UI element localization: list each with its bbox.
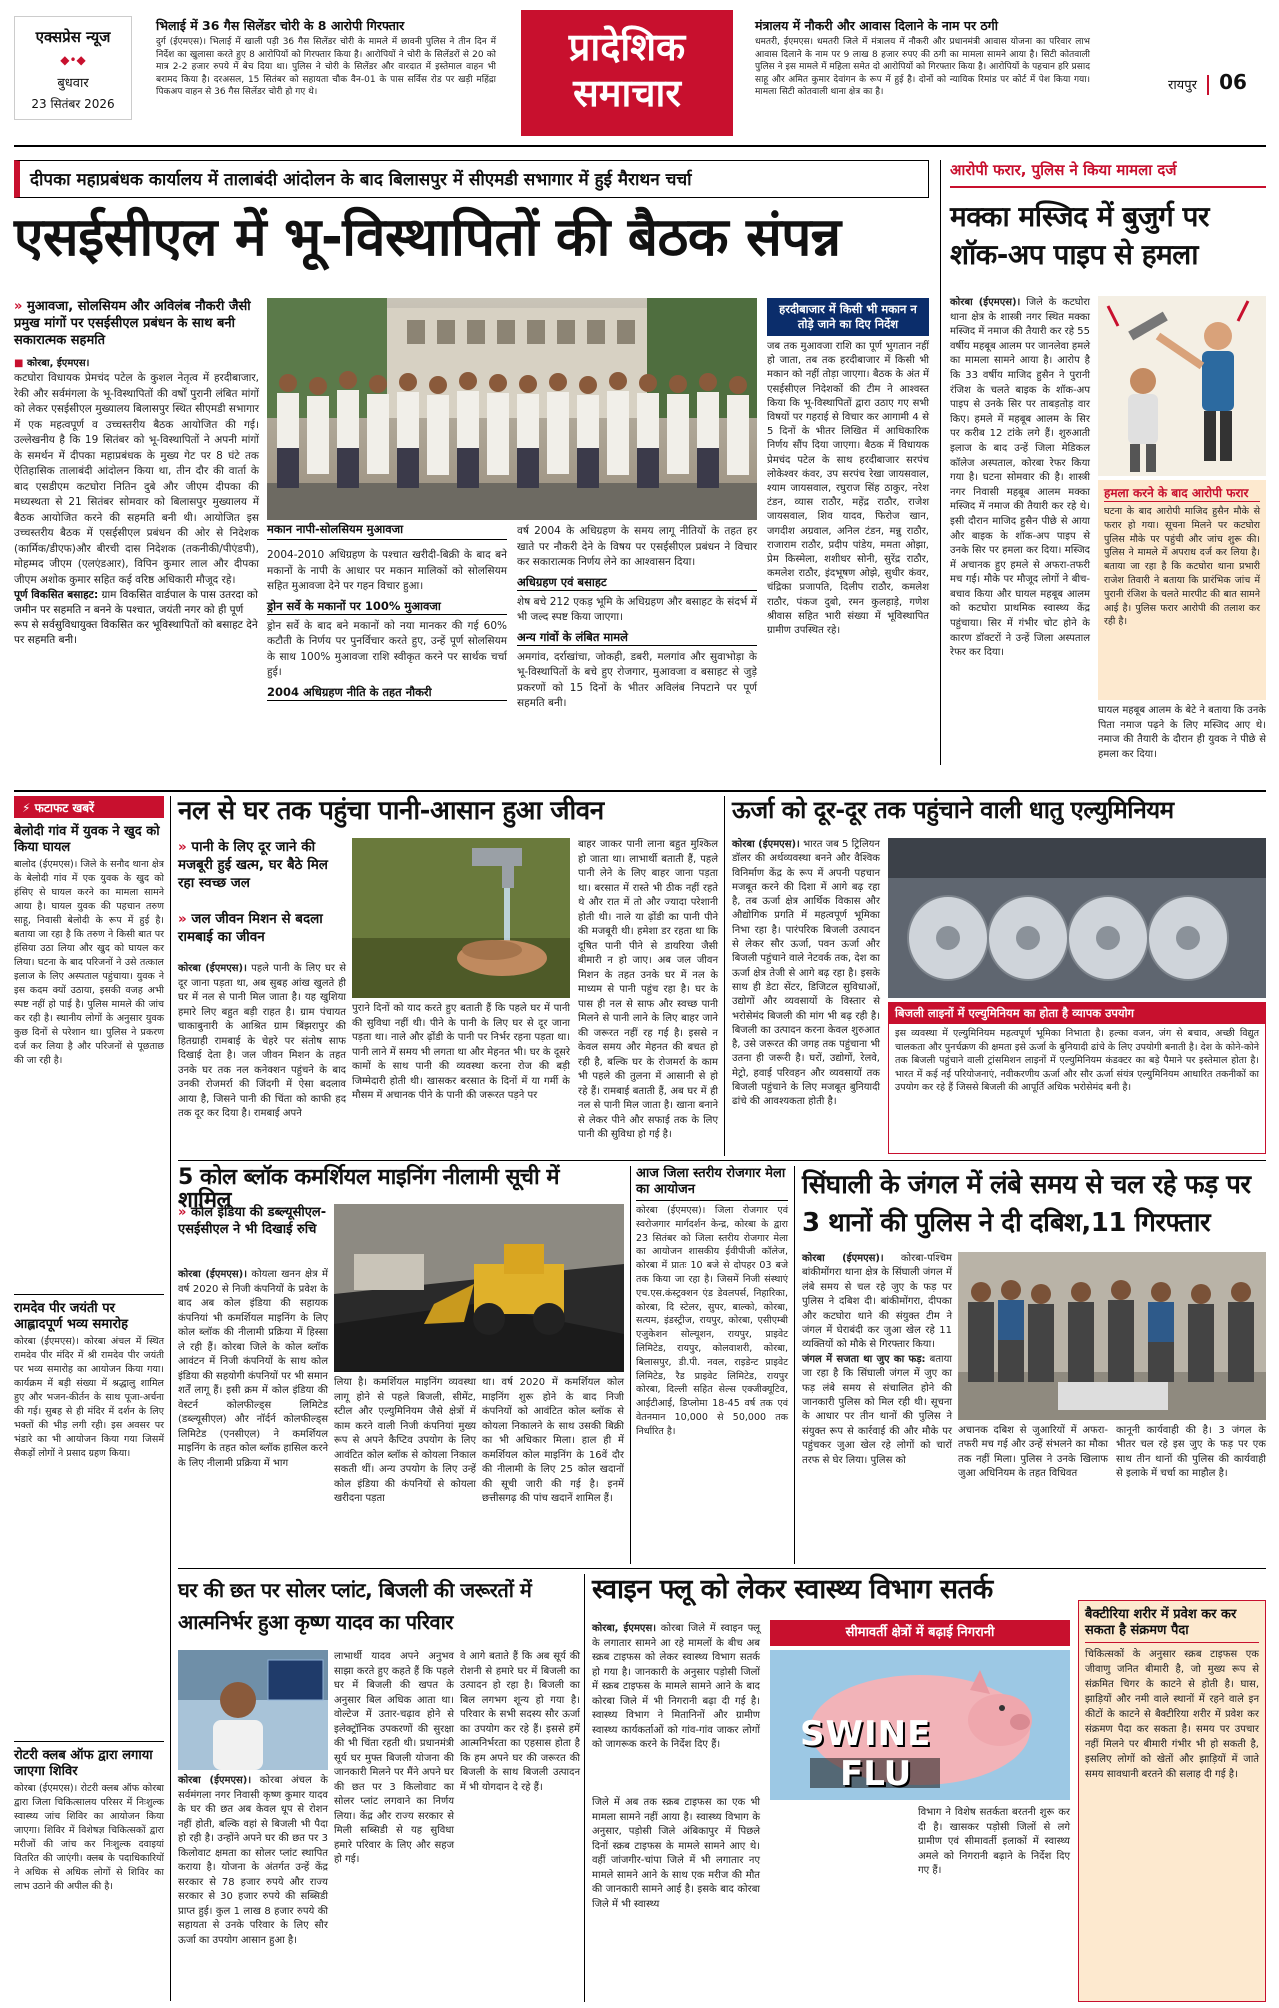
water-text-3: बाहर जाकर पानी लाना बहुत मुश्किल हो जाता था। लाभार्थी बताती हैं, पहले पानी लेने के लिए बाहर जाना पड़ता था। बरसात में रास्ते भी ठीक नहीं रहते थे और रात में तो और ज्यादा परेशानी होती थी। नाले या ढ़ोंडी का पानी पीने की मजबूरी थी। हमेशा डर रहता था कि दूषित पानी पीने से डायरिया जैसी बीमारी न हो जाए। अब जल जीवन मिशन के तहत उनके घर में नल के माध्यम से पानी पहुंच रहा है। घर के पास ही नल से साफ और स्वच्छ पानी मिलने से पानी लाने के लिए बाहर जाने की जरूरत नहीं रह गई है। इससे न केवल समय और मेहनत की बचत हो रही है, बल्कि घर के रोजमर्रा के काम भी पहले की तुलना में आसानी से हो रहे हैं। रामबाई बताती हैं, अब घर में ही नल से पानी मिल जाता है। खाना बनाने से लेकर पीने और सफाई तक के लिए पानी की सुविधा हो गई है। (578, 839, 718, 1140)
solar-text-3: वे आगे बताते हैं कि अब सूर्य की रोशनी से हमारे घर में बिजली का उत्पादन हो रहा है। बिजली का बिल लगभग शून्य हो गया है। परिवार के सभी सदस्य सौर ऊर्जा का उपयोग कर रहे हैं। इससे हमें आत्मनिर्भरता का एहसास होता है कि हम अपने घर की जरूरत की बिजली के साथ बिजली उत्पादन में भी योगदान दे रहे हैं। (460, 1651, 580, 1793)
section-title-line2: समाचार (573, 71, 681, 115)
coal-headline: 5 कोल ब्लॉक कमर्शियल माइनिंग नीलामी सूची में शामिल (178, 1165, 559, 1214)
sindhali-text-2: जंगल में सजता था जुए का फड़: बताया जा रहा है कि सिंघाली जंगल में जुए का फड़ लंबे समय से संचालित होने की जानकारी पुलिस को मिल रही थी। सूचना के आधार पर तीन थानों की पुलिस ने संयुक्त रूप से कार्रवाई की और मौके पर पहुंचकर जुआ खेल रहे लोगों को चारों तरफ से घेर लिया। पुलिस को (802, 1353, 952, 1466)
solar-man-photo (178, 1650, 328, 1770)
swine-side-title: बैक्टीरिया शरीर में प्रवेश कर कर सकता है संक्रमण पैदा (1085, 1607, 1259, 1643)
water-headline: नल से घर तक पहुंचा पानी-आसान हुआ जीवन (178, 796, 604, 826)
water-deck-1 (178, 838, 346, 902)
brief-left-title: भिलाई में 36 गैस सिलेंडर चोरी के 8 आरोपी गिरफ्तार (156, 18, 405, 33)
masjid-col2 (1098, 704, 1266, 786)
lead-dateline: ■ कोरबा, ईएमएस। (14, 358, 90, 369)
lead-col1-text: कटघोरा विधायक प्रेमचंद पटेल के कुशल नेतृत्व में हरदीबाजार, रेकी और सर्वमंगला के भू-विस्थापितों की वर्षों पुरानी लंबित मांगों को लेकर एसईसीएल मुख्यालय बिलासपुर स्थित सीएमडी सभागार में एक महत्वपूर्ण व उच्चस्तरीय बैठक आयोजित की गई। उल्लेखनीय है कि 19 सितंबर को भू-विस्थापितों ने अपनी मांगों के समर्थन में दीपका महाप्रबंधक के मुख्य गेट पर 8 घंटे तक ऐतिहासिक तालाबंदी आंदोलन किया था, तीन दौर की वार्ता के बाद एसडीएम कटघोरा नितिन दुबे और जीएम दीपका की मध्यस्थता से 21 सितंबर सोमवार को बिलासपुर मुख्यालय में बैठक आयोजित करने की सहमति बनी थी। आयोजित इस उच्चस्तरीय बैठक में एसईसीएल प्रबंधन की ओर से निदेशक (कार्मिक/डीएफ)और बीरची दास निदेशक (तकनीकी/पीएंडपी), मोहम्मद जीएम (एलएंडआर), विपिन कुमार लाल और दीपका जीएम अशोक कुमार सहित कई वरिष्ठ अधिकारी मौजूद रहे। (14, 372, 259, 586)
swine-banner-text: सीमावर्ती क्षेत्रों में बढ़ाई निगरानी (845, 1625, 995, 1640)
aluminium-text: कोरबा (ईएमएस)। भारत जब 5 ट्रिलियन डॉलर की अर्थव्यवस्था बनने और वैश्विक विनिर्माण केंद्र के रूप में अपनी पहचान मजबूत करने की दिशा में आगे बढ़ रहा है, तब ऊर्जा क्षेत्र आर्थिक विकास और औद्योगिक प्रगति में महत्वपूर्ण भूमिका निभा रहा है। पारंपरिक बिजली उत्पादन से लेकर सौर ऊर्जा, पवन ऊर्जा और बिजली पहुंचाने वाले नेटवर्क तक, देश का ऊर्जा क्षेत्र तेजी से आगे बढ़ रहा है। इसके साथ ही डेटा सेंटर, डिजिटल सुविधाओं, उद्योगों और व्यवसायों के विस्तार से भरोसेमंद बिजली की मांग भी बढ़ रही है। बिजली का उत्पादन करना केवल शुरुआत है, उसे जरूरत की जगह तक पहुंचाना भी उतना ही जरूरी है। घरों, उद्योगों, रेलवे, मेट्रो, हवाई परिवहन और व्यवसायों तक बिजली पहुंचाने के लिए मजबूत बुनियादी ढांचे की आवश्यकता होती है। (732, 839, 880, 1108)
lead-right-rule (940, 160, 941, 765)
ornament-icon: ◆•◆ (60, 53, 86, 67)
fatafat-item-text: कोरबा (ईएमएस)। कोरबा अंचल में स्थित रामदेव पीर मंदिर में श्री रामदेव पीर जयंती पर भव्य समारोह का आयोजन किया गया। कार्यक्रम में बड़ी संख्या में श्रद्धालु शामिल हुए और भजन-कीर्तन के साथ पूजा-अर्चना की गई। सुबह से ही मंदिर में दर्शन के लिए भक्तों की भीड़ लगी रही। इस अवसर पर भंडारे का भी आयोजन किया गया जिसमें सैकड़ों लोगों ने प्रसाद ग्रहण किया। (14, 1336, 164, 1459)
row1-rule (14, 790, 1266, 792)
lead-kicker-text: दीपका महाप्रबंधक कार्यालय में तालाबंदी आंदोलन के बाद बिलासपुर में सीएमडी सभागार में हुई मैराथन चर्चा (30, 170, 692, 190)
sindhali-text-4: कानूनी कार्यवाही की है। 3 जंगल के भीतर चल रहे इस जुए के फड़ पर एक साथ तीन थानों की पुलिस की कार्यवाही से इलाके में चर्चा का माहौल है। (1116, 1425, 1266, 1480)
aluminium-col1 (732, 838, 880, 1156)
coal-mine-photo (334, 1204, 624, 1372)
sindhali-text-1: कोरबा (ईएमएस)। कोरबा-पश्चिम बांकीमोंगरा थाना क्षेत्र के सिंघाली जंगल में लंबे समय से चल रहे जुए के फड़ पर पुलिस ने दबिश दी। बांकीमोंगरा, दीपका और कटघोरा थाने की संयुक्त टीम ने जंगल में घेराबंदी कर जुआ खेल रहे 11 व्यक्तियों को मौके से गिरफ्तार किया। (802, 1253, 952, 1351)
coal-text-3: था। वर्ष 2020 में कमर्शियल कोल माइनिंग शुरू होने के बाद निजी कंपनियों को आवंटित कोल ब्लॉक से कोयला निकालने के साथ उसकी बिक्री का भी अधिकार मिला। हाल ही में कमर्शियल कोल माइनिंग के 16वें दौर की नीलामी के लिए 25 कोल खदानों की सूची जारी की गई है। इनमें छत्तीसगढ़ की पांच खदानें शामिल हैं। (482, 1377, 624, 1504)
fatafat-item-title: बेलोदी गांव में युवक ने खुद को किया घायल (14, 824, 160, 855)
water-deck-2 (178, 910, 346, 956)
job-fair (636, 1166, 788, 1562)
fair-right-rule (794, 1166, 795, 1564)
solar-text-1: कोरबा (ईएमएस)। कोरबा अंचल के सर्वमंगला नगर निवासी कृष्ण कुमार यादव के घर की छत अब केवल धूप से रोशन नहीं होती, बल्कि वहां से बिजली भी पैदा हो रही है। उन्होंने अपने घर की छत पर 3 किलोवाट क्षमता का सोलर प्लांट स्थापित कराया है। योजना के अंतर्गत उन्हें केंद्र सरकार से 78 हजार रुपये और राज्य सरकार से 30 हजार रुपये की सब्सिडी प्राप्त हुई। कुल 1 लाख 8 हजार रुपये की सहायता से उनके परिवार के लिए सौर ऊर्जा का उपयोग आसान हुआ है। (178, 1775, 328, 1946)
water-text-1: कोरबा (ईएमएस)। पहले पानी के लिए घर से दूर जाना पड़ता था, अब सुबह आंख खुलते ही घर में नल से पानी मिल जाता है। यह खुशिया हमारे लिए बहुत बड़ी राहत है। ग्राम पंचायत चाकाबुनारी के आश्रित ग्राम बिंझरापुर की हितग्राही रामबाई के चेहरे पर संतोष साफ दिखाई देता है। जल जीवन मिशन के तहत उनके घर तक नल कनेक्शन पहुंचने के बाद उनकी रोजमर्रा की जिंदगी में ऐसा बदलाव आया है, जिसने पानी की चिंता को काफी हद तक दूर कर दिया है। रामबाई अपने (178, 963, 346, 1119)
lead-col2-text-b: ड्रोन सर्वे के बाद बने मकानों को नया मानकर की गई 60% कटौती के निर्णय पर पुनर्विचार करते हुए, उन्हें पूर्ण सोलसियम के साथ 100% मुआवजा राशि स्वीकृत करने पर सार्थक चर्चा हुई। (267, 619, 507, 678)
row2-rule (178, 1160, 1266, 1161)
fatafat-column (14, 824, 164, 2004)
aluminium-box-text: इस व्यवस्था में एल्युमिनियम महत्वपूर्ण भूमिका निभाता है। हल्का वजन, जंग से बचाव, अच्छी विद्युत चालकता और पुनर्चक्रण की क्षमता इसे ऊर्जा के बुनियादी ढांचे के लिए उपयोगी बनाती है। देश के कोने-कोने तक बिजली पहुंचाने वाली ट्रांसमिशन लाइनों में एल्युमिनियम कंडक्टर का बड़े पैमाने पर इस्तेमाल होता है। भारत में कई नई परियोजनाएं, नवीकरणीय ऊर्जा और सौर ऊर्जा संयंत्र एल्युमिनियम आधारित तकनीकों का उपयोग कर रहे हैं जिससे बिजली की आपूर्ति अधिक भरोसेमंद बनी है। (895, 1028, 1259, 1094)
bolt-icon: ⚡ (22, 801, 35, 815)
lead-deck: » मुआवजा, सोलसियम और अविलंब नौकरी जैसी प्रमुख मांगों पर एसईसीएल प्रबंधन के साथ बनी सकारात्मक सहमति (14, 298, 259, 349)
row3-rule (178, 1568, 1266, 1569)
coal-deck (178, 1204, 328, 1264)
lead-col3 (517, 524, 757, 760)
sindhali-arrest-photo (958, 1252, 1266, 1420)
job-fair-title: आज जिला स्तरीय रोजगार मेला का आयोजन (636, 1166, 788, 1201)
masjid-text-1: कोरबा (ईएमएस)। जिले के कटघोरा थाना क्षेत्र के शास्त्री नगर स्थित मक्का मस्जिद में नमाज की तैयारी कर रहे 55 वर्षीय महबूब आलम पर जानलेवा हमले का मामला सामने आया है। आरोप है कि 33 वर्षीय माजिद हुसैन ने पुरानी रंजिश के चलते बाइक के शॉक-अप पाइप से उनके सिर पर ताबड़तोड़ वार किए। हमले में महबूब आलम के सिर पर करीब 12 टांके लगे हैं। शुरुआती इलाज के बाद उन्हें जिला मेडिकल कॉलेज अस्पताल, कोरबा रेफर किया गया है। घटना सोमवार की है। शास्त्री नगर निवासी महबूब आलम मक्का मस्जिद में नमाज की तैयारी कर रहे थे। इसी दौरान माजिद हुसैन पीछे से आया और बाइक के शॉक-अप पाइप से उनके सिर पर हमला कर दिया। मस्जिद में अचानक हुए हमले से अफरा-तफरी मच गई। मौके पर मौजूद लोगों ने बीच-बचाव किया और घायल महबूब आलम को कटघोरा प्राथमिक स्वास्थ्य केंद्र पहुंचाया। सिर में गंभीर चोट होने के कारण डॉक्टरों ने उन्हें जिला अस्पताल रेफर कर दिया। (950, 297, 1090, 659)
lead-sidebar (767, 298, 929, 758)
water-tap-photo (352, 838, 570, 998)
masjid-fig-caption: हमला करने के बाद आरोपी फरार (1104, 486, 1260, 502)
swine-side-text: चिकित्सकों के अनुसार स्क्रब टाइफस एक जीवाणु जनित बीमारी है, जो मुख्य रूप से संक्रमित चिगर के काटने से होती है। घास, झाड़ियों और नमी वाले स्थानों में रहने वाले इन कीटों के काटने से बैक्टीरिया शरीर में प्रवेश कर संक्रमण पैदा कर सकता है। समय पर उपचार नहीं मिलने पर बीमारी गंभीर भी हो सकती है, इसलिए लोगों को खेतों और झाड़ियों में जाते समय सावधानी बरतने की सलाह दी गई है। (1085, 1649, 1259, 1780)
lead-col2-subhead-1: ड्रोन सर्वे के मकानों पर 100% मुआवजा (267, 599, 507, 615)
aluminium-box-title: बिजली लाइनों में एल्युमिनियम का होता है व्यापक उपयोग (889, 1003, 1265, 1024)
coal-text-1: कोरबा (ईएमएस)। कोयला खनन क्षेत्र में वर्ष 2020 से निजी कंपनियों के प्रवेश के बाद अब कोल इंडिया की सहायक कंपनियां भी कमर्शियल माइनिंग के लिए कोल ब्लॉक की नीलामी प्रक्रिया में हिस्सा ले रही हैं। कोरबा जिले के कोल ब्लॉक आवंटन में निजी कंपनियों के साथ कोल इंडिया की सहयोगी कंपनियों पर भी समान शर्तें लागू हैं। इसी क्रम में कोल इंडिया की वेस्टर्न कोलफील्ड्स लिमिटेड (डब्ल्यूसीएल) और नॉर्दर्न कोलफील्ड्स लिमिटेड (एनसीएल) ने कमर्शियल माइनिंग के तहत कोल ब्लॉक हासिल करने के लिए नीलामी प्रक्रिया में भाग (178, 1269, 328, 1469)
sindhali-text-3: अचानक दबिश से जुआरियों में अफरा-तफरी मच गई और उन्हें संभलने का मौका तक नहीं मिला। पुलिस ने उनके खिलाफ जुआ अधिनियम के तहत विधिवत (958, 1425, 1108, 1480)
fatafat-item-3 (14, 1748, 164, 1998)
solar-headline: घर की छत पर सोलर प्लांट, बिजली की जरूरतों में आत्मनिर्भर हुआ कृष्ण यादव का परिवार (178, 1578, 532, 1634)
lead-col3-text-a: वर्ष 2004 के अधिग्रहण के समय लागू नीतियों के तहत हर खाते पर नौकरी देने के विषय पर एसईसीएल प्रबंधन ने विचार कर सकारात्मक निर्णय लेने का आश्वासन दिया। (517, 525, 757, 568)
masjid-kicker-text: आरोपी फरार, पुलिस ने किया मामला दर्ज (950, 161, 1177, 179)
coal-col2 (334, 1376, 476, 1562)
page-divider (1207, 75, 1209, 95)
swine-col1b (592, 1796, 760, 2002)
solar-text-2: लाभार्थी यादव अपने अनुभव साझा करते हुए कहते हैं कि पहले घर में बिजली की खपत के अनुसार बिल अधिक आता था। वोल्टेज में उतार-चढ़ाव होने से इलेक्ट्रॉनिक उपकरणों की सुरक्षा की भी चिंता रहती थी। प्रधानमंत्री सूर्य घर मुफ्त बिजली योजना की जानकारी मिलने पर मैंने अपने घर की छत पर 3 किलोवाट का सोलर प्लांट लगवाने का निर्णय लिया। केंद्र और राज्य सरकार से मिली सब्सिडी से यह सुविधा हमारे परिवार के लिए और सहज हो गई। (334, 1651, 454, 1865)
swine-text-3: विभाग ने विशेष सतर्कता बरतनी शुरू कर दी है। खासकर पड़ोसी जिलों से लगे ग्रामीण एवं सीमावर्ती इलाकों में स्वास्थ्य अमले को निगरानी बढ़ाने के निर्देश दिए गए हैं। (918, 1807, 1070, 1876)
swine-col3 (918, 1806, 1070, 2002)
masjid-text-2: घायल महबूब आलम के बेटे ने बताया कि उनके पिता नमाज पढ़ने के लिए मस्जिद आए थे। नमाज की तैयारी के दौरान ही युवक ने पीछे से हमला कर दिया। (1098, 705, 1266, 760)
section-flag (521, 10, 733, 136)
coal-text-2: लिया है। कमर्शियल माइनिंग व्यवस्था लागू होने से पहले बिजली, सीमेंट, स्टील और एल्युमिनियम जैसे क्षेत्रों में काम करने वाली निजी कंपनियां मुख्य रूप से अपने कैप्टिव उपयोग के लिए आवंटित कोल ब्लॉक से कोयला निकाल सकती थीं। अन्य उपयोग के लिए उन्हें कोल इंडिया की कंपनियों से कोयला खरीदना पड़ता (334, 1377, 476, 1504)
section-title-line1: प्रादेशिक (568, 25, 686, 69)
aluminium-coils-photo (888, 838, 1266, 998)
water-deck-2-text: » जल जीवन मिशन से बदला रामबाई का जीवन (178, 910, 346, 946)
swine-banner (770, 1620, 1070, 1646)
lead-group-photo (267, 298, 757, 520)
masjid-kicker (950, 160, 1266, 188)
fatafat-rule (170, 796, 171, 2001)
coal-deck-text: » कोल इंडिया की डब्ल्यूसीएल-एसईसीएल ने भी दिखाई रुचि (178, 1204, 328, 1238)
page-marker (1168, 70, 1278, 100)
masjid-col1 (950, 296, 1090, 786)
lead-kicker (14, 160, 929, 198)
fatafat-item-text: कोरबा (ईएमएस)। रोटरी क्लब ऑफ कोरबा द्वारा जिला चिकित्सालय परिसर में निःशुल्क स्वास्थ्य जांच शिविर का आयोजन किया जाएगा। शिविर में विशेषज्ञ चिकित्सकों द्वारा मरीजों की जांच कर निःशुल्क दवाइयां वितरित की जाएंगी। क्लब के पदाधिकारियों ने अधिक से अधिक लोगों से शिविर का लाभ उठाने की अपील की है। (14, 1783, 164, 1892)
lead-col2-subhead-2: 2004 अधिग्रहण नीति के तहत नौकरी (267, 685, 507, 701)
masthead-rule (14, 145, 1266, 147)
fatafat-item-2 (14, 1301, 164, 1742)
masthead-date-box (14, 16, 132, 120)
lead-headline: एसईसीएल में भू-विस्थापितों की बैठक संपन्न (14, 207, 841, 268)
brief-left (156, 18, 496, 128)
brief-right-text: धमतरी, ईएमएस। धमतरी जिले में मंत्रालय में नौकरी और प्रधानमंत्री आवास योजना का परिवार लाभ आवास दिलाने के नाम पर 9 लाख 8 हजार रुपए की ठगी का मामला सामने आया है। सिटी कोतवाली पुलिस ने इस मामले में महिला समेत दो आरोपियों को गिरफ्तार किया है। आरोपियों के पहचान हरि प्रसाद साहू और अमित कुमार देवांगन के रूप में हुई है। दोनों को न्यायिक रिमांड पर कोर्ट में पेश किया गया। मामला सिटी कोतवाली थाना क्षेत्र का है। (755, 37, 1090, 97)
swine-text-1: कोरबा, ईएमएस। कोरबा जिले में स्वाइन फ्लू के लगातार सामने आ रहे मामलों के बीच अब स्क्रब टाइफस को लेकर स्वास्थ्य विभाग सतर्क हो गया है। जानकारी के अनुसार पड़ोसी जिलों में स्क्रब टाइफस के मामले सामने आने के बाद कोरबा जिले में भी निगरानी बढ़ा दी गई है। स्वास्थ्य विभाग ने मितानिनों और ग्रामीण स्वास्थ्य कार्यकर्ताओं को गांव-गांव जाकर लोगों को जागरूक करने के निर्देश दिए हैं। (592, 1623, 761, 1750)
lead-sidebar-text: जब तक मुआवजा राशि का पूर्ण भुगतान नहीं हो जाता, तब तक हरदीबाजार में किसी भी मकान को नहीं तोड़ा जाएगा। बैठक के अंत में एसईसीएल निदेशकों की टीम ने आश्वस्त किया कि भू-विस्थापितों द्वारा उठाए गए सभी विषयों पर गहराई से विचार कर आगामी 4 से 5 दिनों के भीतर लिखित में आधिकारिक निर्णय सौंप दिया जाएगा। बैठक में विधायक प्रेमचंद पटेल के साथ हरदीबाजार सरपंच लोकेश्वर कंवर, उप सरपंच रेखा जायसवाल, श्याम जायसवाल, रघुराज सिंह ठाकुर, नरेश टंडन, व्यास राठौर, महेंद्र राठौर, राजेश जायसवाल, शिव यादव, फिरोज खान, जगदीश अग्रवाल, अनिल टंडन, मन्नु राठौर, राजाराम राठौर, प्रदीप पांडेय, ममता ओझा, प्रेम किस्मेला, शशीधर सोनी, सुरेंद्र राठौर, कमलेश राठौर, इंदभूषण ओझे, सुधीर कंवर, चंद्रिका प्रजापति, दिलीप राठौर, कमलेश राठौर, पंकज दुबो, रमन कुलहाड़े, गणेश श्रीवास सहित भारी संख्या में भूविस्थापित ग्रामीण उपस्थित रहे। (767, 341, 929, 637)
swine-headline: स्वाइन फ्लू को लेकर स्वास्थ्य विभाग सतर्क (592, 1574, 993, 1605)
masjid-fig-text: घटना के बाद आरोपी माजिद हुसैन मौके से फरार हो गया। सूचना मिलने पर कटघोरा पुलिस मौके पर पहुंची और जांच शुरू की। पुलिस ने मामले में अपराध दर्ज कर लिया है। बताया जा रहा है कि कटघोरा थाना प्रभारी राजेश तिवारी ने बताया कि प्रारंभिक जांच में पुरानी रंजिश के चलते मारपीट की बात सामने आई है। पुलिस फरार आरोपी की तलाश कर रही है। (1104, 506, 1260, 628)
water-right-rule (724, 796, 725, 1156)
sindhali-col2 (958, 1424, 1108, 1564)
water-col1 (178, 962, 346, 1154)
sindhali-col3 (1116, 1424, 1266, 1564)
lead-col1-subhead: पूर्ण विकसित बसाहट: ग्राम विकसित वार्डपाल के पास उतरदा को जमीन पर सहमति न बनने के पश्चात, जयंती नगर को ही पूर्ण रूप से सर्वसुविधायुक्त विकसित कर भूविस्थापितों को बसाहट देने पर सहमति बनी। (14, 589, 258, 646)
solar-col2 (334, 1650, 454, 2000)
issue-day: बुधवार (57, 76, 89, 91)
aluminium-headline: ऊर्जा को दूर-दूर तक पहुंचाने वाली धातु एल्युमिनियम (732, 796, 1174, 824)
page-city: रायपुर (1168, 78, 1197, 93)
water-text-2: पुराने दिनों को याद करते हुए बताती हैं कि पहले घर में पानी की सुविधा नहीं थी। पीने के पानी के लिए घर से दूर जाना पड़ता था। नाले और ढ़ोंडी के पानी पर निर्भर रहना पड़ता था। पानी लाने में समय भी लगता था और मेहनत भी। घर के दूसरे कामों के साथ पानी की व्यवस्था करना रोज की बड़ी जिम्मेदारी होती थी। खासकर बरसात के दिनों में या गर्मी के मौसम में अचानक पीने के पानी की जरूरत पड़ने पर (352, 1003, 570, 1101)
swine-side-box (1078, 1600, 1266, 2002)
solar-col3 (460, 1650, 580, 2000)
swine-flu-image (770, 1650, 1070, 1800)
lead-col3-text-c: अमगांव, दर्राखांचा, जोकही, डबरी, मलगांव और सुवाभोड़ा के भू-विस्थापितों के बचे हुए रोजगार, मुआवजा व बसाहट से जुड़े प्रकरणों को 15 दिनों के भीतर अविलंब निपटाने पर पूर्ण सहमति बनी। (517, 650, 757, 709)
lead-col2-text-a: 2004-2010 अधिग्रहण के पश्चात खरीदी-बिक्री के बाद बने मकानों के नापी के आधार पर मकान मालिकों को सोलसियम सहित मुआवजा देने पर गहन विचार हुआ। (267, 549, 507, 592)
swine-img-text-2: FLU (840, 1754, 912, 1794)
lead-col1 (14, 298, 259, 758)
paper-name: एक्सप्रेस न्यूज (35, 28, 111, 46)
coal-col1 (178, 1268, 328, 1562)
lead-col3-subhead-2: अन्य गांवों के लंबित मामले (517, 630, 757, 646)
sindhali-headline: सिंघाली के जंगल में लंबे समय से चल रहे फड़ पर 3 थानों की पुलिस ने दी दबिश,11 गिरफ्तार (802, 1170, 1251, 1238)
aluminium-box (888, 1002, 1266, 1154)
swine-text-2: जिले में अब तक स्क्रब टाइफस का एक भी मामला सामने नहीं आया है। स्वास्थ्य विभाग के अनुसार, पड़ोसी जिले अंबिकापुर में पिछले दिनों स्क्रब टाइफस के मामले सामने आए थे। वहीं जांजगीर-चांपा जिले में भी लगातार नए मामले सामने आने के साथ एक मरीज की मौत की जानकारी सामने आई है। इसके बाद कोरबा जिले में भी स्वास्थ्य (592, 1797, 760, 1910)
water-col3 (578, 838, 718, 1154)
lead-photo-caption: मकान नापी-सोलसियम मुआवजा (267, 522, 507, 540)
fatafat-item-text: बालोद (ईएमएस)। जिले के सनौद थाना क्षेत्र के बेलोदी गांव में एक युवक के खुद को हंसिए से घायल करने का मामला सामने आया है। घायल युवक की पहचान तरुण साहू, निवासी बेलोदी के रूप में हुई है। बताया जा रहा है कि तरुण ने किसी बात पर हंसिया उठा लिया और खुद को घायल कर लिया। घटना के बाद परिजनों ने उसे तत्काल इलाज के लिए अस्पताल पहुंचाया। युवक ने इस कदम क्यों उठाया, इसकी वजह अभी स्पष्ट नहीं हो पाई है। पुलिस मामले की जांच कर रही है। स्थानीय लोगों के अनुसार युवक कुछ दिनों से परेशान था। पुलिस ने प्रकरण दर्ज कर लिया है और परिजनों से पूछताछ की जा रही है। (14, 859, 164, 1066)
solar-right-rule (584, 1574, 585, 2002)
fatafat-item-1 (14, 824, 164, 1295)
water-deck-1-text: » पानी के लिए दूर जाने की मजबूरी हुई खत्म, घर बैठे मिल रहा स्वच्छ जल (178, 838, 346, 892)
fatafat-item-title: रोटरी क्लब ऑफ द्वारा लगाया जाएगा शिविर (14, 1748, 153, 1779)
fatafat-item-title: रामदेव पीर जयंती पर आह्लादपूर्ण भव्य समारोह (14, 1301, 129, 1332)
brief-left-text: दुर्ग (ईएमएस)। भिलाई में खाली पड़ी 36 गैस सिलेंडर चोरी के मामले में छावनी पुलिस ने तीन दिन में निर्देश का खुलासा करते हुए 8 आरोपियों को गिरफ्तार किया है। आरोपियों ने चोरी के सिलेंडरों से 20 को मात्र 2-2 हजार रुपये में बेच दिया था। पुलिस ने चोरी के सिलेंडर और वारदात में इस्तेमाल वाहन भी बरामद किया है। दरअसल, 15 सितंबर को सहायता चौक वैन-01 के पास सर्विस रोड पर खड़ी महिंद्रा पिकअप वाहन से 36 गैस सिलेंडर चोरी हो गए थे। (156, 37, 496, 97)
lead-sidebar-title: हरदीबाजार में किसी भी मकान न तोड़े जाने का दिए निर्देश (767, 298, 929, 336)
swine-img-text-1: SWINE (800, 1714, 932, 1754)
lead-col3-subhead-1: अधिग्रहण एवं बसाहट (517, 575, 757, 591)
lead-col2 (267, 548, 507, 760)
masjid-fig-box (1098, 480, 1266, 700)
masjid-headline: मक्का मस्जिद में बुजुर्ग पर शॉक-अप पाइप से हमला (950, 200, 1209, 271)
page-number: 06 (1219, 70, 1247, 94)
solar-col1 (178, 1774, 328, 2000)
job-fair-text: कोरबा (ईएमएस)। जिला रोजगार एवं स्वरोजगार मार्गदर्शन केन्द्र, कोरबा के द्वारा 23 सितंबर को जिला स्तरीय रोजगार मेला का आयोजन शासकीय ईवीपीजी कॉलेज, कोरबा में प्रातः 10 बजे से दोपहर 03 बजे तक किया जा रहा है। जिसमें निजी संस्थाएं एच.एस.कंस्ट्रक्शन एंड डेवलपर्स, निहारिका, कोरबा, दि स्टेलर, सुपर, बाल्को, कोरबा, सत्यम, इंडस्ट्रीज, रायपुर, कोरबा, एसीएम्बी एजुकेशन सोल्यूशन, रायपुर, प्राइवेट लिमिटेड, रायपुर, कोलवाशरी, कोरबा, बिलासपुर, डी.पी. नवल, राइडेन्ट प्राइवेट लिमिटेड, रैड प्राइवेट लिमिटेड, रायपुर कोरबा, दिल्ली सहित सेल्स एक्जीक्यूटिव, आईटीआई, डिप्लोमा 18-45 वर्ष तक एवं वेतनमान 10,000 से 50,000 तक निर्धारित है। (636, 1205, 788, 1437)
issue-date: 23 सितंबर 2026 (31, 97, 115, 111)
lead-col3-text-b: शेष बचे 212 एकड़ भूमि के अधिग्रहण और बसाहट के संदर्भ में भी जल्द स्पष्ट किया जाएगा। (517, 595, 757, 623)
brief-right-title: मंत्रालय में नौकरी और आवास दिलाने के नाम पर ठगी (755, 18, 998, 33)
sindhali-col1 (802, 1252, 952, 1466)
fatafat-label: ⚡ फटाफट खबरें (14, 796, 164, 818)
swine-col1 (592, 1622, 760, 1792)
masthead (0, 0, 1279, 145)
brief-right (755, 18, 1090, 128)
coal-col3 (482, 1376, 624, 1562)
coal-right-rule (630, 1166, 631, 1564)
masjid-illustration (1098, 296, 1266, 476)
swine-col2 (770, 1806, 910, 2002)
water-col2 (352, 1002, 570, 1154)
